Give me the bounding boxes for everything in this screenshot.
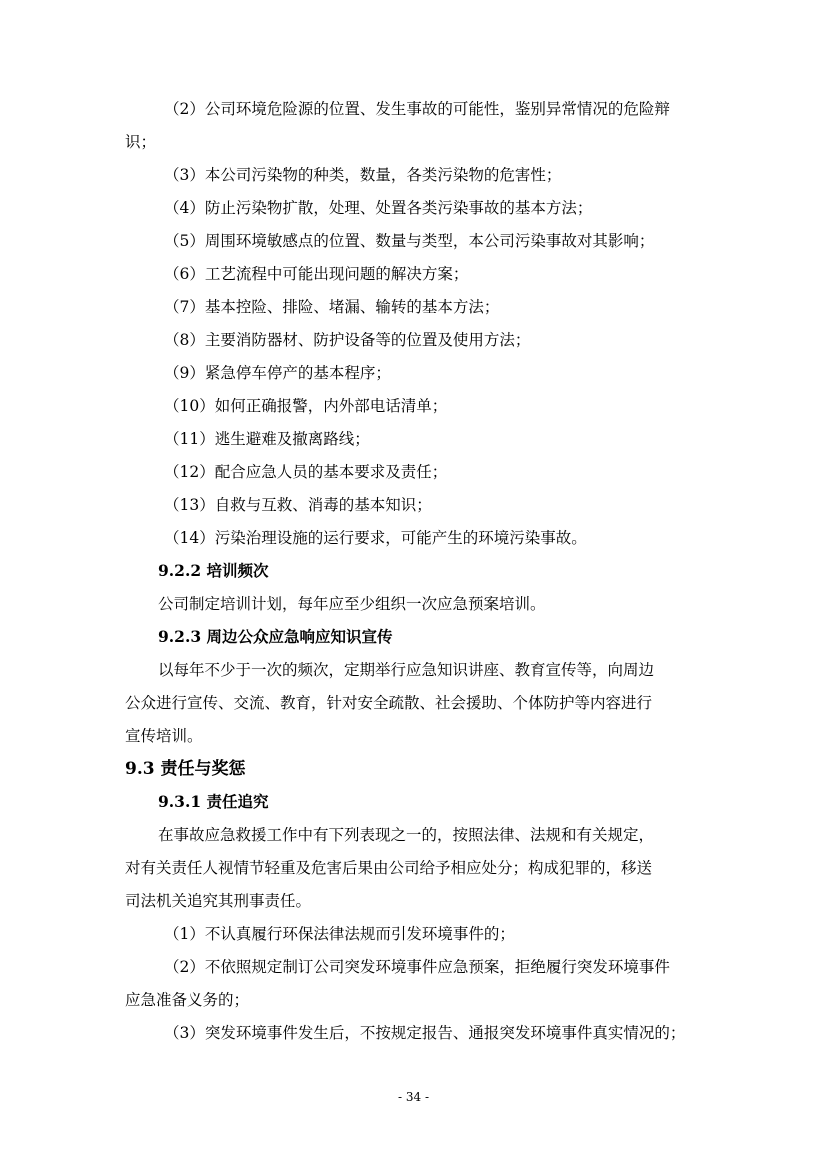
list-item: （10）如何正确报警，内外部电话清单； (164, 397, 448, 415)
list-item: （8）主要消防器材、防护设备等的位置及使用方法； (164, 331, 531, 349)
section-heading-9-3-1: 9.3.1 责任追究 (158, 792, 269, 811)
list-item: （5）周围环境敏感点的位置、数量与类型，本公司污染事故对其影响； (164, 232, 655, 250)
list-item: （7）基本控险、排险、堵漏、输转的基本方法； (164, 298, 500, 316)
paragraph-line: 宣传培训。 (125, 727, 203, 745)
list-item: （1）不认真履行环保法律法规而引发环境事件的； (164, 925, 515, 943)
paragraph-line: 在事故应急救援工作中有下列表现之一的，按照法律、法规和有关规定， (158, 826, 655, 844)
section-heading-9-3: 9.3 责任与奖惩 (125, 759, 246, 779)
list-item: （6）工艺流程中可能出现问题的解决方案； (164, 265, 469, 283)
list-item: （14）污染治理设施的运行要求，可能产生的环境污染事故。 (164, 529, 587, 547)
section-heading-9-2-3: 9.2.3 周边公众应急响应知识宣传 (158, 627, 393, 646)
list-item: （2）公司环境危险源的位置、发生事故的可能性，鉴别异常情况的危险辩 (164, 100, 670, 118)
paragraph-line: 公众进行宣传、交流、教育，针对安全疏散、社会援助、个体防护等内容进行 (125, 694, 653, 712)
list-item: （3）突发环境事件发生后，不按规定报告、通报突发环境事件真实情况的； (164, 1024, 686, 1042)
list-item: （3）本公司污染物的种类，数量，各类污染物的危害性； (164, 166, 562, 184)
list-item-continuation: 应急准备义务的； (125, 991, 250, 1009)
paragraph-line: 司法机关追究其刑事责任。 (125, 892, 312, 910)
section-heading-9-2-2: 9.2.2 培训频次 (158, 561, 269, 580)
paragraph-line: 以每年不少于一次的频次，定期举行应急知识讲座、教育宣传等，向周边 (158, 661, 655, 679)
list-item: （13）自救与互救、消毒的基本知识； (164, 496, 432, 514)
page-number: - 34 - (397, 1090, 429, 1104)
list-item: （2）不依照规定制订公司突发环境事件应急预案，拒绝履行突发环境事件 (164, 958, 670, 976)
list-item-continuation: 识； (125, 133, 157, 151)
list-item: （11）逃生避难及撤离路线； (164, 430, 370, 448)
list-item: （9）紧急停车停产的基本程序； (164, 364, 391, 382)
list-item: （4）防止污染物扩散，处理、处置各类污染事故的基本方法； (164, 199, 593, 217)
list-item: （12）配合应急人员的基本要求及责任； (164, 463, 448, 481)
paragraph-line: 对有关责任人视情节轻重及危害后果由公司给予相应处分；构成犯罪的，移送 (125, 859, 653, 877)
paragraph: 公司制定培训计划，每年应至少组织一次应急预案培训。 (158, 595, 546, 613)
